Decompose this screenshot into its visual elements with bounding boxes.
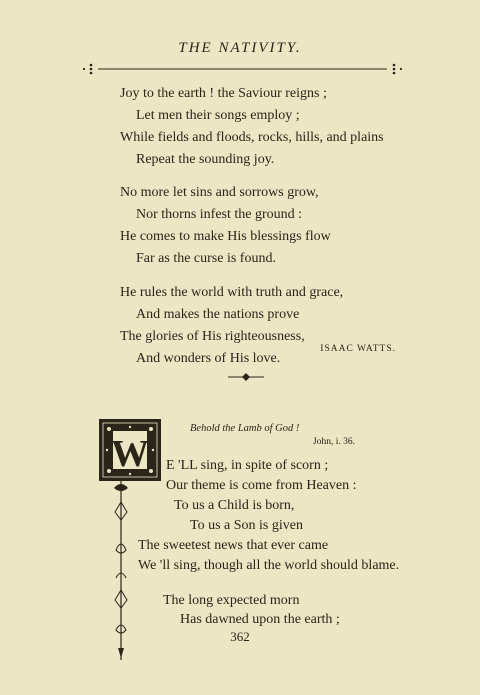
poem2-line: Has dawned upon the earth ; xyxy=(180,612,340,627)
poem2-line: We 'll sing, though all the world should blame. xyxy=(138,558,400,573)
poem2-epigraph-reference: John, i. 36. xyxy=(313,437,355,447)
poem1-line: The glories of His righteousness, xyxy=(120,329,305,344)
poem1-line: Repeat the sounding joy. xyxy=(136,152,275,167)
poem1-author: ISAAC WATTS. xyxy=(320,344,396,354)
poem1-line: He comes to make His blessings flow xyxy=(120,229,331,244)
svg-text:W: W xyxy=(111,433,149,475)
poem1-line: Let men their songs employ ; xyxy=(136,108,300,123)
poem2-line: Our theme is come from Heaven : xyxy=(166,478,357,493)
decorated-initial xyxy=(99,419,161,481)
head-rule-ornament xyxy=(80,62,405,76)
poem1-line: Nor thorns infest the ground : xyxy=(136,207,303,222)
section-divider-ornament xyxy=(228,371,264,383)
poem1-line: While fields and floods, rocks, hills, and plains xyxy=(120,130,384,145)
poem1-line: Far as the curse is found. xyxy=(136,251,276,266)
poem2-line: The sweetest news that ever came xyxy=(138,538,329,553)
poem2-line: The long expected morn xyxy=(163,593,300,608)
poem2-line: E 'LL sing, in spite of scorn ; xyxy=(166,458,329,473)
poem2-line: To us a Child is born, xyxy=(174,498,295,513)
running-head: THE NATIVITY. xyxy=(178,40,302,56)
poem1-line: He rules the world with truth and grace, xyxy=(120,285,344,300)
page-number: 362 xyxy=(230,629,250,644)
poem1-line: And makes the nations prove xyxy=(136,307,300,322)
poem1-line: Joy to the earth ! the Saviour reigns ; xyxy=(120,86,327,101)
poem2-line: To us a Son is given xyxy=(190,518,303,533)
poem1-line: And wonders of His love. xyxy=(136,351,281,366)
poem2-epigraph: Behold the Lamb of God ! xyxy=(190,423,300,434)
poem1-line: No more let sins and sorrows grow, xyxy=(120,185,319,200)
